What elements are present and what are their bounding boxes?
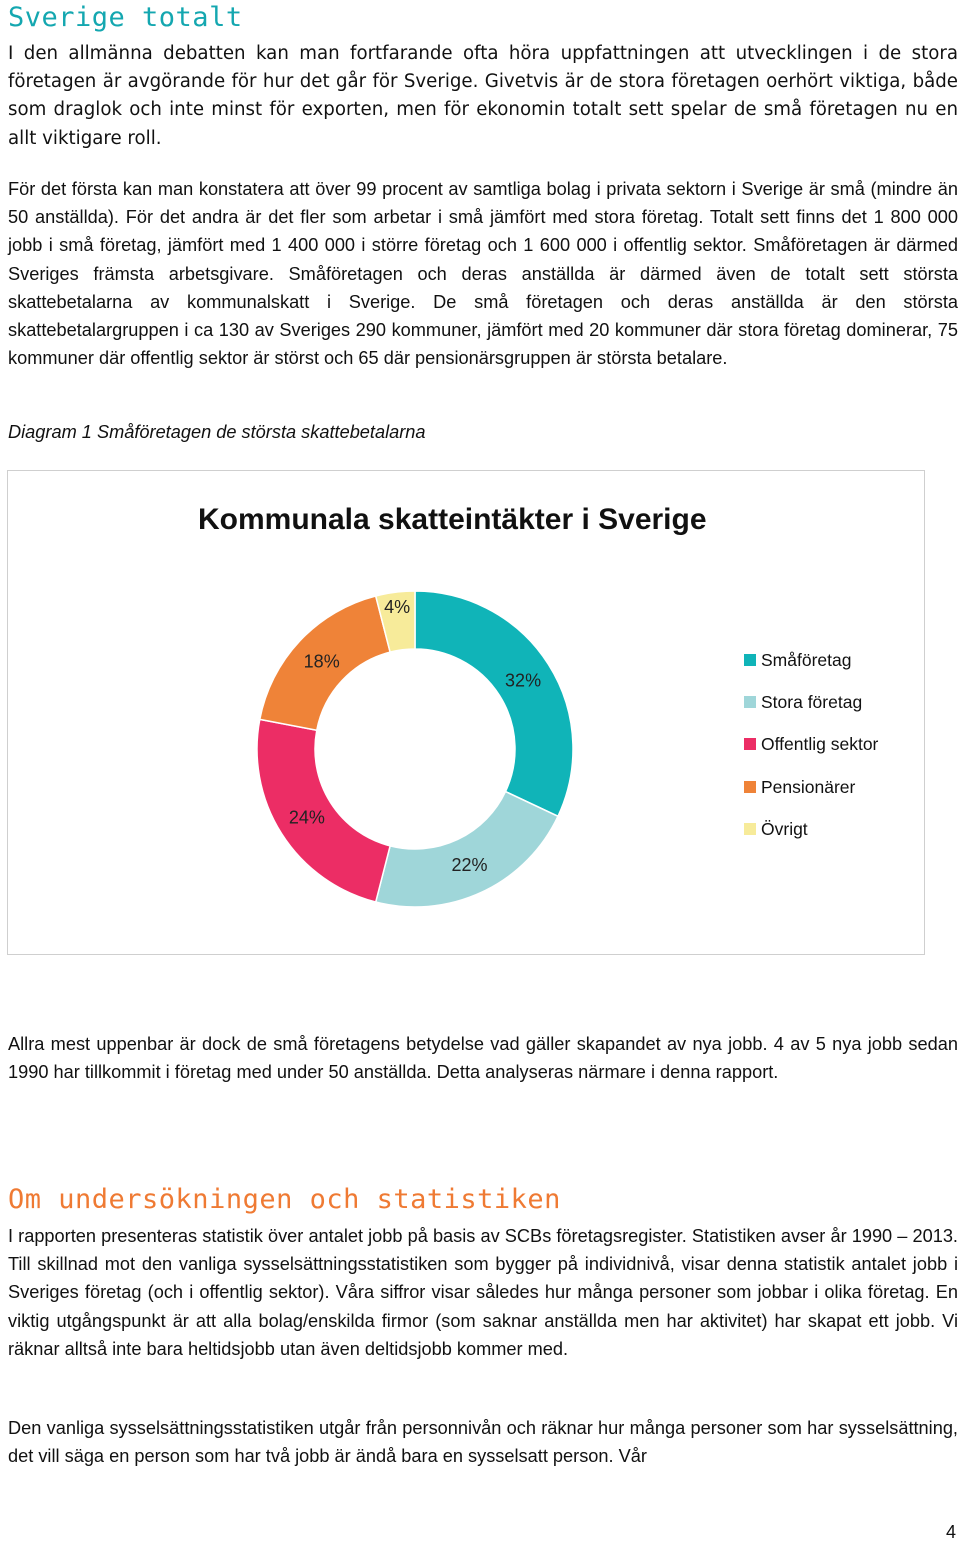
legend-swatch-2 [744,738,756,750]
slice-label-2: 24% [288,807,325,828]
paragraph-employment-stats: Den vanliga sysselsättningsstatistiken utgår från personnivån och räknar hur många personer som har sysselsättning, det vill säga en person som har två jobb är ändå bara en sysselsatt person. Vår [8,1418,958,1467]
chart-title: Kommunala skatteintäkter i Sverige [198,503,707,536]
paragraph-small-business-stats: För det första kan man konstatera att över 99 procent av samtliga bolag i privata sektorn i Sverige är små (mindre än 50 anställda). För det andra är det fler som arbetar i små jämfört med stora företag. Totalt sett finns det 1 800 000 jobb i små företag, jämfört med 1 400 000 i större företag och 1 600 000 i offentlig sektor. Småföretagen är därmed Sveriges främsta arbetsgivare. Småföretagen och deras anställda är därmed även de totalt sett största skattebetalarna av kommunalskatt i Sverige. De små företagen och deras anställda är den största skattebetalargruppen i ca 130 av Sveriges 290 kommuner, jämfört med 20 kommuner där stora företag dominerar, 75 kommuner där offentlig sektor är störst och 65 där pensionärsgruppen är största betalare. [8,179,958,369]
paragraph-method: I rapporten presenteras statistik över antalet jobb på basis av SCBs företagsregister. Statistiken avser år 1990 – 2013. Till skillnad mot den vanliga sysselsättningsstatistiken som bygger på individnivå, visar denna statistik antalet jobb i Sveriges företag (och i offentlig sektor). Våra siffror visar således hur många personer som jobbar i olika företag. En viktig utgångspunkt är att alla bolag/enskilda firmor (som saknar anställda men har aktivitet) har skapat ett jobb. Vi räknar alltså inte bara heltidsjobb utan även deltidsjobb kommer med. [8,1226,958,1359]
legend-label-0: Småföretag [761,650,852,670]
legend-swatch-1 [744,696,756,708]
legend-swatch-4 [744,823,756,835]
section-title-om-undersokningen: Om undersökningen och statistiken [8,1184,561,1215]
donut-chart [8,471,926,956]
slice-label-4: 4% [384,597,411,618]
paragraph-intro: I den allmänna debatten kan man fortfarande ofta höra uppfattningen att utvecklingen i de stora företagen är avgörande för hur det går för Sverige. Givetvis är de stora företagen oerhört viktiga, både som draglok och inte minst för exporten, men för ekonomin totalt sett spelar de små företagen nu en allt viktigare roll. [8,43,958,149]
legend-label-3: Pensionärer [761,776,856,797]
legend-label-1: Stora företag [761,692,863,713]
legend-swatch-3 [744,781,756,793]
legend-label-4: Övrigt [761,818,808,839]
section-title-sverige-totalt: Sverige totalt [8,2,243,33]
legend-swatch-0 [744,654,756,666]
legend-label-2: Offentlig sektor [761,734,879,755]
donut-slice-1 [376,792,558,907]
slice-label-1: 22% [451,854,488,875]
slice-label-0: 32% [505,670,542,691]
paragraph-new-jobs: Allra mest uppenbar är dock de små företagens betydelse vad gäller skapandet av nya jobb. 4 av 5 nya jobb sedan 1990 har tillkommit i företag med under 50 anställda. Detta analyseras närmare i denna rapport. [8,1034,958,1083]
diagram-caption: Diagram 1 Småföretagen de största skattebetalarna [8,422,426,442]
slice-label-3: 18% [303,651,340,672]
donut-slice-0 [415,591,573,816]
page-number: 4 [946,1522,957,1542]
